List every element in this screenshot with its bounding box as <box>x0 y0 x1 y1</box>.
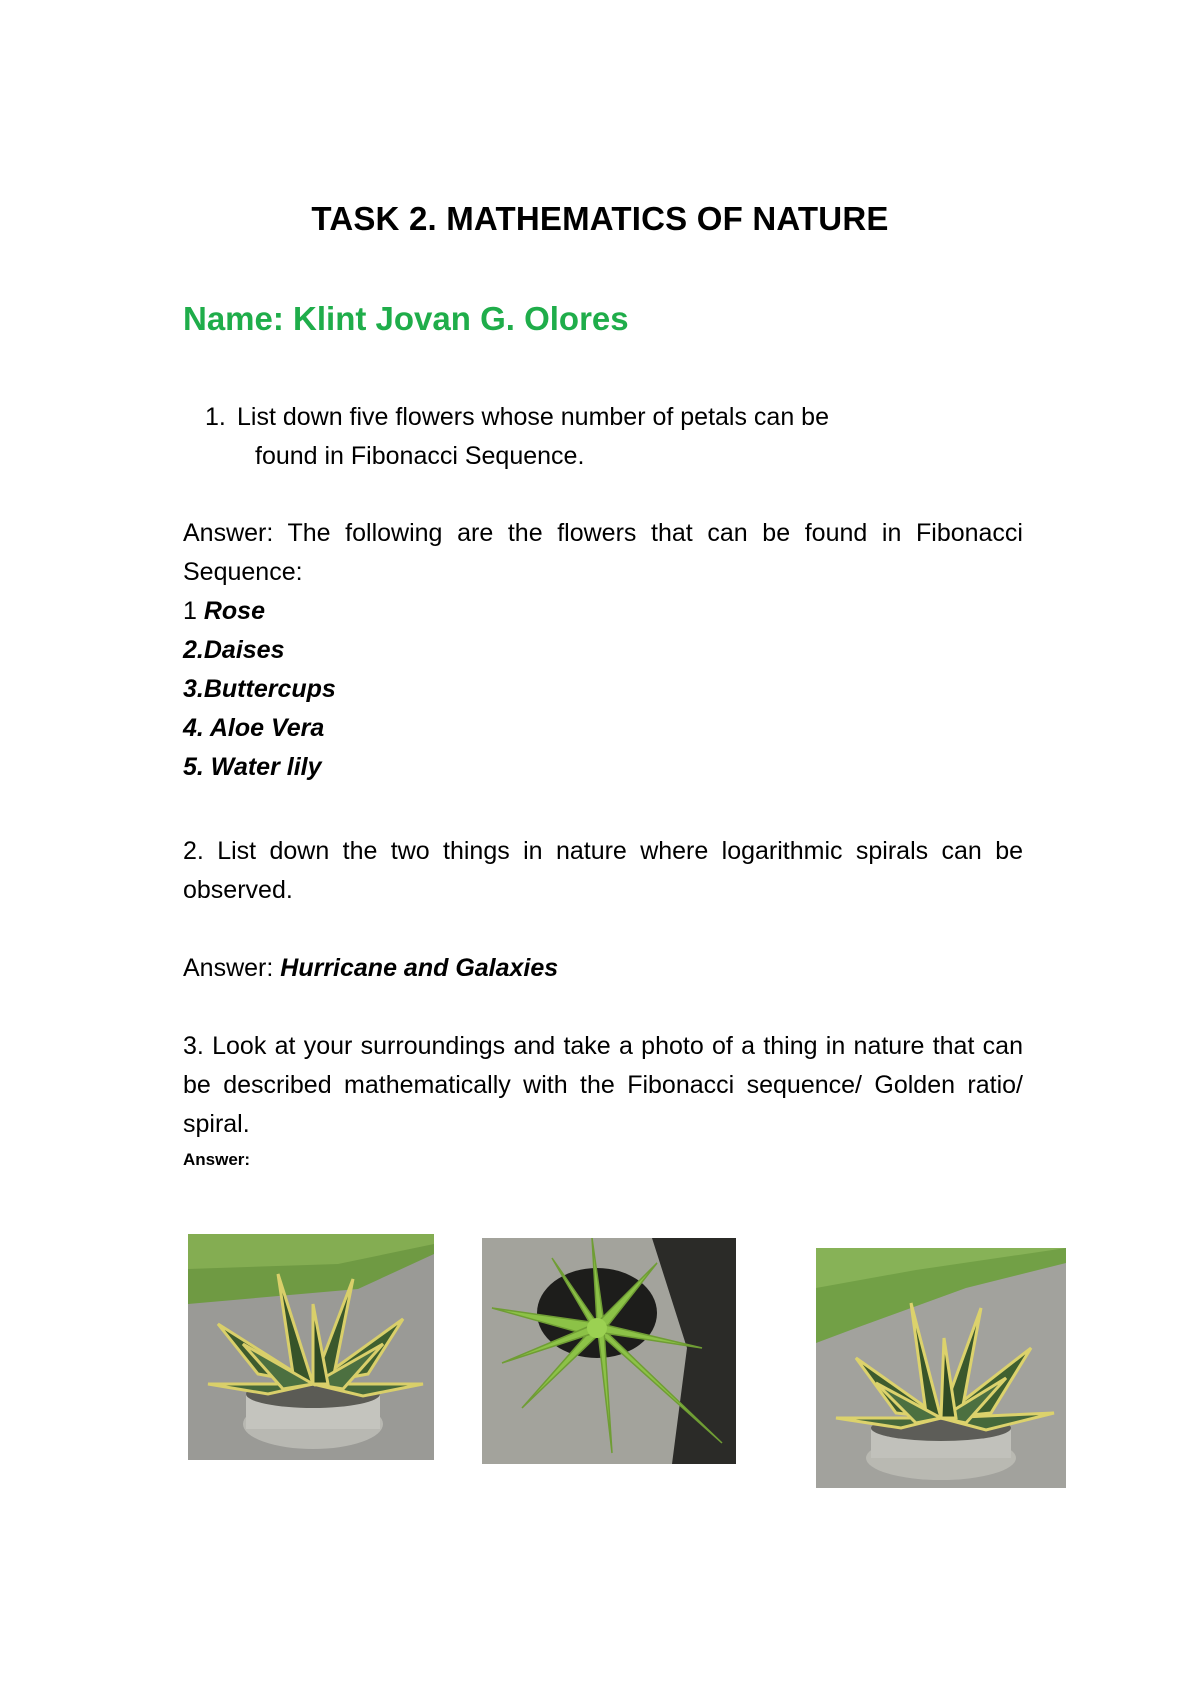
list-item-number: 1 <box>183 597 204 625</box>
question-3: 3. Look at your surroundings and take a photo of a thing in nature that can be described mathematically with the Fibonacci sequence/ Golden ratio/ spiral. <box>183 1032 1023 1138</box>
list-item-label: Aloe Vera <box>209 714 325 742</box>
list-item-label: Daises <box>203 636 285 664</box>
list-item <box>183 670 336 709</box>
photo-snake-plant-2 <box>816 1248 1066 1488</box>
list-item-number: 5. <box>183 753 211 781</box>
photo-snake-plant-1 <box>188 1234 434 1460</box>
list-item <box>183 748 336 787</box>
photo-aloe-vera <box>482 1238 736 1464</box>
list-item-number: 4. <box>183 714 210 742</box>
answer-2-prefix: Answer: <box>183 954 281 982</box>
list-item-number: 2. <box>183 636 204 664</box>
list-item-label: Rose <box>203 597 265 625</box>
student-name: Name: Klint Jovan G. Olores <box>183 300 629 337</box>
list-item <box>183 709 336 748</box>
list-item <box>183 592 336 631</box>
answer-2-value: Hurricane and Galaxies <box>280 954 559 982</box>
flower-list <box>183 592 336 787</box>
question-1-text-line1: List down five flowers whose number of petals can be <box>237 403 829 431</box>
page-title: TASK 2. MATHEMATICS OF NATURE <box>311 200 889 237</box>
question-1-text-line2: found in Fibonacci Sequence. <box>255 442 585 470</box>
question-1-number: 1. <box>205 403 226 431</box>
question-2: 2. List down the two things in nature where logarithmic spirals can be observed. <box>183 837 1023 904</box>
answer-2 <box>183 949 1023 988</box>
list-item <box>183 631 336 670</box>
question-1 <box>205 398 1023 476</box>
answer-3-label: Answer: <box>183 1150 251 1169</box>
list-item-number: 3. <box>183 675 204 703</box>
list-item-label: Water lily <box>210 753 322 781</box>
answer-1-intro: Answer: The following are the flowers that can be found in Fibonacci Sequence: <box>183 519 1023 586</box>
list-item-label: Buttercups <box>203 675 336 703</box>
